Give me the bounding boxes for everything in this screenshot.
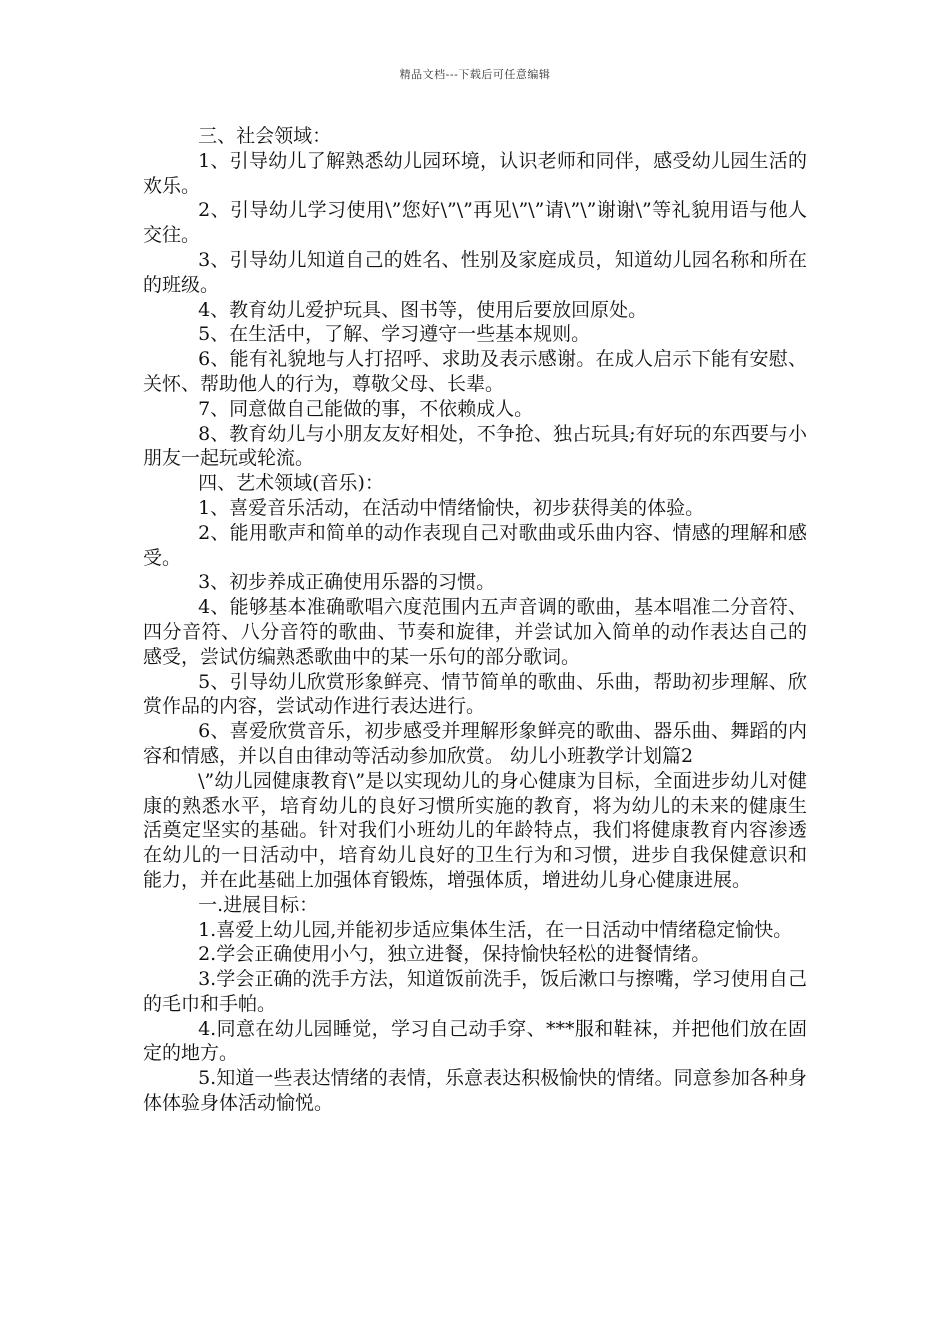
paragraph: \”幼儿园健康教育\”是以实现幼儿的身心健康为目标，全面进步幼儿对健康的熟悉水平，培育幼儿的良好习惯所实施的教育，将为幼儿的未来的健康生活奠定坚实的基础。针对我们小班幼儿的年龄特点，我们将健康教育内容渗透在幼儿的一日活动中，培育幼儿良好的卫生行为和习惯，进步自我保健意识和能力，并在此基础上加强体育锻炼，增强体质，增进幼儿身心健康进展。 — [143, 769, 807, 891]
paragraph: 4.同意在幼儿园睡觉，学习自己动手穿、***服和鞋袜，并把他们放在固定的地方。 — [143, 1017, 807, 1065]
paragraph: 2、能用歌声和简单的动作表现自己对歌曲或乐曲内容、情感的理解和感受。 — [143, 521, 807, 569]
paragraph: 4、教育幼儿爱护玩具、图书等，使用后要放回原处。 — [198, 298, 648, 321]
paragraph: 4、能够基本准确歌唱六度范围内五声音调的歌曲，基本唱准二分音符、四分音符、八分音符的歌曲、节奏和旋律，并尝试加入简单的动作表达自己的感受，尝试仿编熟悉歌曲中的某一乐句的部分歌词。 — [143, 596, 807, 668]
paragraph: 3.学会正确的洗手方法，知道饭前洗手，饭后漱口与擦嘴，学习使用自己的毛巾和手帕。 — [143, 968, 807, 1015]
paragraph: 1、引导幼儿了解熟悉幼儿园环境，认识老师和同伴，感受幼儿园生活的欢乐。 — [143, 149, 807, 197]
heading-art-domain: 四、艺术领域(音乐)： — [198, 472, 384, 495]
paragraph: 6、喜爱欣赏音乐，初步感受并理解形象鲜亮的歌曲、器乐曲、舞蹈的内容和情感，并以自由律动等活动参加欣赏。 幼儿小班教学计划篇2 — [143, 720, 807, 767]
paragraph: 2、引导幼儿学习使用\”您好\”\”再见\”\”请\”\”谢谢\”等礼貌用语与他人交往。 — [143, 199, 807, 247]
heading-development-goals: 一.进展目标： — [198, 893, 319, 916]
heading-social-domain: 三、社会领域： — [198, 125, 332, 147]
paragraph: 6、能有礼貌地与人打招呼、求助及表示感谢。在成人启示下能有安慰、关怀、帮助他人的行为，尊敬父母、长辈。 — [143, 348, 807, 395]
paragraph: 1.喜爱上幼儿园,并能初步适应集体生活，在一日活动中情绪稳定愉快。 — [198, 918, 793, 941]
header-note: 精品文档---下载后可任意编辑 — [399, 68, 551, 81]
paragraph: 5.知道一些表达情绪的表情，乐意表达积极愉快的情绪。同意参加各种身体体验身体活动愉悦。 — [143, 1067, 807, 1115]
paragraph: 8、教育幼儿与小朋友友好相处，不争抢、独占玩具;有好玩的东西要与小朋友一起玩或轮流。 — [143, 422, 807, 470]
paragraph: 3、引导幼儿知道自己的姓名、性别及家庭成员，知道幼儿园名称和所在的班级。 — [143, 248, 807, 296]
paragraph: 3、初步养成正确使用乐器的习惯。 — [198, 571, 496, 594]
paragraph: 2.学会正确使用小勺，独立进餐，保持愉快轻松的进餐情绪。 — [198, 943, 711, 966]
paragraph: 5、引导幼儿欣赏形象鲜亮、情节简单的歌曲、乐曲，帮助初步理解、欣赏作品的内容，尝试动作进行表达进行。 — [143, 670, 807, 718]
document-body — [143, 124, 807, 1116]
paragraph: 1、喜爱音乐活动，在活动中情绪愉快，初步获得美的体验。 — [198, 496, 705, 519]
paragraph: 5、在生活中，了解、学习遵守一些基本规则。 — [198, 323, 591, 346]
paragraph: 7、同意做自己能做的事，不依赖成人。 — [198, 397, 534, 420]
